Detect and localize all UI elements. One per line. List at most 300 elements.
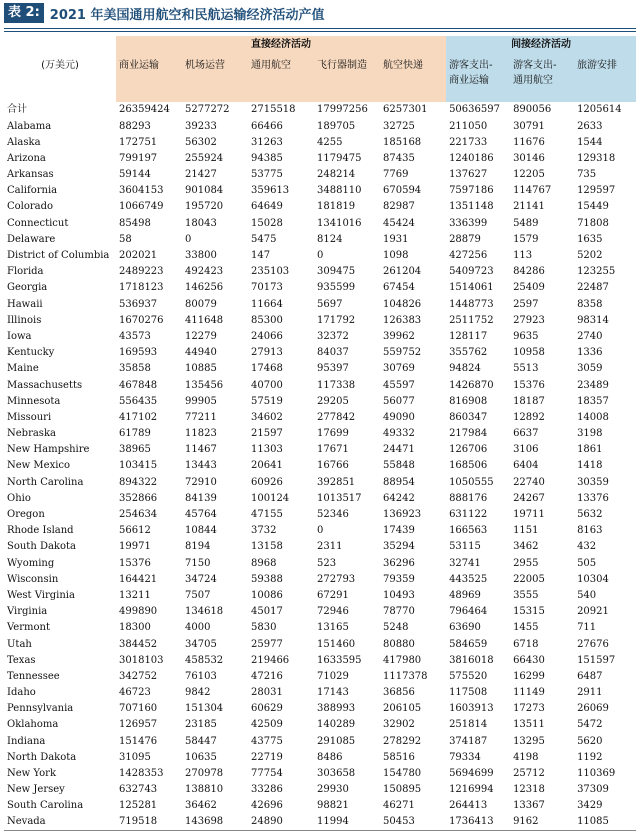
table-cell: 15028: [251, 217, 283, 229]
table-row: [4, 652, 636, 668]
table-cell: 10958: [513, 347, 545, 359]
table-cell: 53775: [251, 169, 283, 181]
table-row: [4, 377, 636, 393]
row-label: Connecticut: [7, 217, 69, 229]
table-cell: 44940: [185, 347, 217, 359]
table-cell: 189705: [317, 120, 356, 132]
table-cell: 34705: [185, 638, 217, 650]
table-cell: 411648: [185, 314, 224, 326]
table-cell: 4198: [513, 751, 539, 763]
table-number-tag: 表 2:: [4, 3, 44, 23]
table-cell: 98314: [577, 314, 609, 326]
table-cell: 3059: [577, 363, 603, 375]
table-cell: 15315: [513, 606, 545, 618]
table-row: [4, 750, 636, 766]
table-cell: 5620: [577, 735, 603, 747]
row-label: Wyoming: [7, 557, 55, 569]
table-cell: 7507: [185, 589, 211, 601]
table-cell: 3816018: [449, 654, 494, 666]
table-cell: 171792: [317, 314, 356, 326]
table-cell: 1579: [513, 233, 539, 245]
column-header: [510, 54, 574, 102]
table-cell: 523: [317, 557, 337, 569]
table-cell: 278292: [383, 735, 422, 747]
table-cell: 38965: [119, 444, 151, 456]
table-cell: 14008: [577, 411, 609, 423]
table-cell: 6637: [513, 428, 539, 440]
table-cell: 1117378: [383, 670, 428, 682]
table-cell: 126957: [119, 719, 158, 731]
table-cell: 264413: [449, 800, 488, 812]
table-cell: 432: [577, 541, 597, 553]
table-cell: 30146: [513, 152, 545, 164]
table-cell: 15376: [119, 557, 151, 569]
table-cell: 8124: [317, 233, 343, 245]
table-row: [4, 588, 636, 604]
column-header: 航空快递: [380, 54, 446, 102]
table-cell: 894322: [119, 476, 158, 488]
row-label: Delaware: [7, 233, 56, 245]
table-cell: 37309: [577, 784, 609, 796]
table-row: [4, 183, 636, 199]
table-cell: 11149: [513, 687, 545, 699]
table-cell: 66430: [513, 654, 545, 666]
table-cell: 60926: [251, 476, 283, 488]
table-cell: 33286: [251, 784, 283, 796]
table-cell: 235103: [251, 266, 290, 278]
table-cell: 151460: [317, 638, 356, 650]
table-cell: 57519: [251, 395, 283, 407]
table-cell: 5632: [577, 509, 603, 521]
table-cell: 70173: [251, 282, 283, 294]
table-row: [4, 458, 636, 474]
table-cell: 1418: [577, 460, 603, 472]
table-cell: 3018103: [119, 654, 164, 666]
table-row: [4, 539, 636, 555]
table-cell: 15376: [513, 379, 545, 391]
table-row: [4, 571, 636, 587]
table-row: [4, 345, 636, 361]
table-cell: 1635: [577, 233, 603, 245]
table-cell: 3732: [251, 525, 277, 537]
group-header-direct: 直接经济活动: [116, 36, 446, 54]
table-cell: 303658: [317, 768, 356, 780]
table-cell: 125281: [119, 800, 158, 812]
table-cell: 47216: [251, 670, 283, 682]
table-cell: 1633595: [317, 654, 362, 666]
table-cell: 458532: [185, 654, 224, 666]
table-cell: 467848: [119, 379, 158, 391]
table-cell: 126706: [449, 444, 488, 456]
table-row: [4, 426, 636, 442]
table-cell: 17997256: [317, 104, 368, 116]
table-cell: 21427: [185, 169, 217, 181]
column-header: 旅游安排: [574, 54, 636, 102]
table-cell: 151476: [119, 735, 158, 747]
row-label: Arizona: [7, 152, 46, 164]
table-cell: 5277272: [185, 104, 230, 116]
table-cell: 584659: [449, 638, 488, 650]
table-cell: 82987: [383, 201, 415, 213]
table-cell: 59144: [119, 169, 151, 181]
table-row: [4, 798, 636, 814]
table-cell: 559752: [383, 347, 422, 359]
row-label: California: [7, 185, 58, 197]
table-cell: 138810: [185, 784, 224, 796]
table-row: [4, 523, 636, 539]
table-cell: 1514061: [449, 282, 494, 294]
table-cell: 42509: [251, 719, 283, 731]
row-label: Alaska: [7, 136, 41, 148]
table-cell: 100124: [251, 492, 290, 504]
row-label: North Carolina: [7, 476, 84, 488]
table-cell: 113: [513, 250, 533, 262]
table-cell: 10885: [185, 363, 217, 375]
table-cell: 88293: [119, 120, 151, 132]
table-cell: 1718123: [119, 282, 164, 294]
table-row: [4, 280, 636, 296]
table-row: [4, 766, 636, 782]
table-cell: 5694699: [449, 768, 494, 780]
table-cell: 20921: [577, 606, 609, 618]
table-cell: 890056: [513, 104, 552, 116]
table-cell: 164421: [119, 573, 158, 585]
row-label: Idaho: [7, 687, 36, 699]
unit-header: (万美元): [4, 54, 116, 102]
table-cell: 103415: [119, 460, 158, 472]
table-cell: 27913: [251, 347, 283, 359]
table-cell: 8194: [185, 541, 211, 553]
table-title-bar: [4, 2, 636, 24]
table-cell: 11823: [185, 428, 217, 440]
row-label: New Jersey: [7, 784, 65, 796]
table-cell: 816908: [449, 395, 488, 407]
table-cell: 99905: [185, 395, 217, 407]
table-cell: 342752: [119, 670, 158, 682]
table-cell: 2715518: [251, 104, 296, 116]
table-cell: 443525: [449, 573, 488, 585]
row-label: District of Columbia: [7, 250, 110, 262]
table-cell: 1336: [577, 347, 603, 359]
table-cell: 219466: [251, 654, 290, 666]
table-cell: 56077: [383, 395, 415, 407]
table-cell: 24471: [383, 444, 415, 456]
table-cell: 1341016: [317, 217, 362, 229]
table-cell: 30769: [383, 363, 415, 375]
table-cell: 2911: [577, 687, 603, 699]
table-cell: 134618: [185, 606, 224, 618]
row-label: Nebraska: [7, 428, 56, 440]
table-cell: 374187: [449, 735, 488, 747]
table-cell: 670594: [383, 185, 422, 197]
table-cell: 72946: [317, 606, 349, 618]
table-cell: 50636597: [449, 104, 500, 116]
table-cell: 1205614: [577, 104, 622, 116]
table-cell: 0: [317, 525, 324, 537]
table-cell: 10493: [383, 589, 415, 601]
table-cell: 84286: [513, 266, 545, 278]
table-cell: 43573: [119, 330, 151, 342]
table-cell: 13295: [513, 735, 545, 747]
table-cell: 80079: [185, 298, 217, 310]
table-row: [4, 410, 636, 426]
table-cell: 24267: [513, 492, 545, 504]
table-cell: 18187: [513, 395, 545, 407]
table-cell: 151597: [577, 654, 616, 666]
table-cell: 556435: [119, 395, 158, 407]
table-cell: 56612: [119, 525, 151, 537]
table-cell: 25712: [513, 768, 545, 780]
row-label: Maine: [7, 363, 39, 375]
table-body: [4, 102, 636, 830]
column-header: [446, 54, 510, 102]
table-cell: 36462: [185, 800, 217, 812]
row-label: New York: [7, 768, 56, 780]
table-cell: 8968: [251, 557, 277, 569]
table-row: [4, 296, 636, 312]
table-cell: 1736413: [449, 816, 494, 828]
table-row: [4, 329, 636, 345]
table-cell: 16299: [513, 670, 545, 682]
table-cell: 5472: [577, 719, 603, 731]
table-cell: 29205: [317, 395, 349, 407]
table-cell: 291085: [317, 735, 356, 747]
table-cell: 58: [119, 233, 132, 245]
table-cell: 24890: [251, 816, 283, 828]
table-cell: 114767: [513, 185, 552, 197]
table-cell: 5475: [251, 233, 277, 245]
row-label: Minnesota: [7, 395, 61, 407]
table-cell: 146256: [185, 282, 224, 294]
table-cell: 5409723: [449, 266, 494, 278]
table-row: [4, 701, 636, 717]
table-cell: 19711: [513, 509, 545, 521]
table-cell: 94385: [251, 152, 283, 164]
table-cell: 45597: [383, 379, 415, 391]
table-cell: 98821: [317, 800, 349, 812]
table-cell: 27676: [577, 638, 609, 650]
table-cell: 135456: [185, 379, 224, 391]
table-cell: 336399: [449, 217, 488, 229]
table-cell: 129597: [577, 185, 616, 197]
table-cell: 3198: [577, 428, 603, 440]
table-cell: 6404: [513, 460, 539, 472]
row-label: Florida: [7, 266, 44, 278]
table-cell: 11994: [317, 816, 349, 828]
table-row: [4, 248, 636, 264]
table-cell: 9842: [185, 687, 211, 699]
table-cell: 47155: [251, 509, 283, 521]
table-row: [4, 669, 636, 685]
header-blank-cell: [4, 36, 116, 54]
row-label: Vermont: [7, 622, 50, 634]
table-cell: 9635: [513, 330, 539, 342]
table-cell: 59388: [251, 573, 283, 585]
table-cell: 707160: [119, 703, 158, 715]
table-cell: 143698: [185, 816, 224, 828]
table-cell: 78770: [383, 606, 415, 618]
table-cell: 110369: [577, 768, 616, 780]
table-cell: 1861: [577, 444, 603, 456]
table-cell: 11664: [251, 298, 283, 310]
table-cell: 21597: [251, 428, 283, 440]
table-cell: 104826: [383, 298, 422, 310]
table-cell: 34724: [185, 573, 217, 585]
table-cell: 255924: [185, 152, 224, 164]
row-label: Oregon: [7, 509, 45, 521]
row-label: North Dakota: [7, 751, 77, 763]
table-row: [4, 733, 636, 749]
table-cell: 63690: [449, 622, 481, 634]
table-row: [4, 620, 636, 636]
table-cell: 6718: [513, 638, 539, 650]
table-cell: 5830: [251, 622, 277, 634]
table-cell: 7769: [383, 169, 409, 181]
table-cell: 3429: [577, 800, 603, 812]
table-cell: 172751: [119, 136, 158, 148]
table-cell: 21141: [513, 201, 545, 213]
table-cell: 30359: [577, 476, 609, 488]
table-cell: 154780: [383, 768, 422, 780]
table-cell: 32902: [383, 719, 415, 731]
title-rule-thin: [4, 31, 636, 32]
table-cell: 2955: [513, 557, 539, 569]
table-cell: 5248: [383, 622, 409, 634]
table-cell: 166563: [449, 525, 488, 537]
table-cell: 185168: [383, 136, 422, 148]
table-cell: 270978: [185, 768, 224, 780]
row-label: Colorado: [7, 201, 54, 213]
table-cell: 9162: [513, 816, 539, 828]
table-cell: 1192: [577, 751, 603, 763]
table-cell: 43775: [251, 735, 283, 747]
table-cell: 17699: [317, 428, 349, 440]
table-cell: 71029: [317, 670, 349, 682]
table-cell: 1603913: [449, 703, 494, 715]
table-cell: 735: [577, 169, 597, 181]
table-cell: 76103: [185, 670, 217, 682]
table-cell: 17439: [383, 525, 415, 537]
table-cell: 5513: [513, 363, 539, 375]
title-rule: [4, 28, 636, 29]
table-cell: 117338: [317, 379, 356, 391]
table-cell: 6487: [577, 670, 603, 682]
table-cell: 2511752: [449, 314, 494, 326]
table-cell: 1448773: [449, 298, 494, 310]
table-cell: 55848: [383, 460, 415, 472]
table-cell: 719518: [119, 816, 158, 828]
table-cell: 26359424: [119, 104, 170, 116]
table-cell: 20641: [251, 460, 283, 472]
table-cell: 39962: [383, 330, 415, 342]
table-cell: 168506: [449, 460, 488, 472]
table-cell: 1351148: [449, 201, 494, 213]
table-cell: 24066: [251, 330, 283, 342]
table-cell: 5697: [317, 298, 343, 310]
table-cell: 4255: [317, 136, 343, 148]
group-header-indirect: 间接经济活动: [446, 36, 636, 54]
table-cell: 505: [577, 557, 597, 569]
table-row: [4, 118, 636, 134]
table-cell: 1066749: [119, 201, 164, 213]
table-cell: 181819: [317, 201, 356, 213]
table-cell: 796464: [449, 606, 488, 618]
table-cell: 49332: [383, 428, 415, 440]
table-cell: 13165: [317, 622, 349, 634]
row-label: Indiana: [7, 735, 46, 747]
table-cell: 67291: [317, 589, 349, 601]
table-row: [4, 312, 636, 328]
column-header-wrap: 游客支出- 商业运输: [449, 60, 493, 86]
row-label: South Carolina: [7, 800, 84, 812]
row-label: Utah: [7, 638, 32, 650]
table-row: [4, 232, 636, 248]
table-cell: 417102: [119, 411, 158, 423]
table-cell: 217984: [449, 428, 488, 440]
table-cell: 129318: [577, 152, 616, 164]
row-label: Alabama: [7, 120, 52, 132]
table-cell: 60629: [251, 703, 283, 715]
table-cell: 277842: [317, 411, 356, 423]
table-cell: 27923: [513, 314, 545, 326]
table-cell: 77211: [185, 411, 217, 423]
table-cell: 272793: [317, 573, 356, 585]
row-label: Hawaii: [7, 298, 43, 310]
table-cell: 13376: [577, 492, 609, 504]
table-cell: 32372: [317, 330, 349, 342]
table-cell: 1151: [513, 525, 539, 537]
table-cell: 631122: [449, 509, 488, 521]
table-title: 2021 年美国通用航空和民航运输经济活动产值: [49, 7, 325, 23]
table-cell: 8486: [317, 751, 343, 763]
table-cell: 33800: [185, 250, 217, 262]
table-cell: 150895: [383, 784, 422, 796]
table-cell: 195720: [185, 201, 224, 213]
table-cell: 31095: [119, 751, 151, 763]
row-label: Tennessee: [7, 670, 60, 682]
table-row: [4, 782, 636, 798]
column-header: 机场运营: [182, 54, 248, 102]
table-cell: 206105: [383, 703, 422, 715]
table-cell: 935599: [317, 282, 356, 294]
table-cell: 22719: [251, 751, 283, 763]
table-cell: 71808: [577, 217, 609, 229]
row-label: Arkansas: [7, 169, 54, 181]
table-cell: 12892: [513, 411, 545, 423]
table-cell: 16766: [317, 460, 349, 472]
row-label: Georgia: [7, 282, 48, 294]
table-cell: 17273: [513, 703, 545, 715]
table-cell: 248214: [317, 169, 356, 181]
table-cell: 261204: [383, 266, 422, 278]
table-cell: 11085: [577, 816, 609, 828]
table-row: [4, 555, 636, 571]
table-cell: 1013517: [317, 492, 362, 504]
table-cell: 221733: [449, 136, 488, 148]
table-cell: 211050: [449, 120, 488, 132]
table-cell: 136923: [383, 509, 422, 521]
table-cell: 10635: [185, 751, 217, 763]
table-row: [4, 393, 636, 409]
table-cell: 1179475: [317, 152, 362, 164]
row-label: New Mexico: [7, 460, 71, 472]
row-label: 合计: [7, 104, 27, 116]
table-cell: 6257301: [383, 104, 428, 116]
table-cell: 50453: [383, 816, 415, 828]
table-cell: 12318: [513, 784, 545, 796]
table-cell: 575520: [449, 670, 488, 682]
row-label: Missouri: [7, 411, 52, 423]
